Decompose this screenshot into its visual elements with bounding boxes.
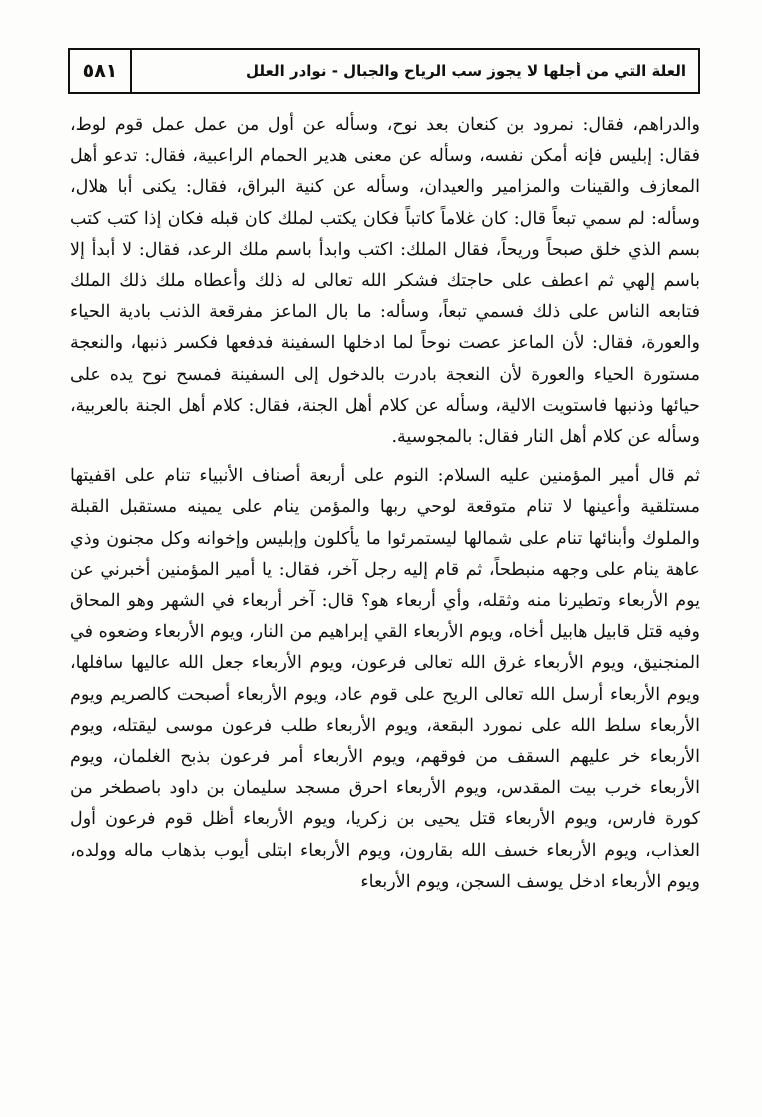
running-title: العلة التي من أجلها لا يجوز سب الرياح والجبال - نوادر العلل — [245, 62, 686, 80]
paragraph-2: ثم قال أمير المؤمنين عليه السلام: النوم على أربعة أصناف الأنبياء تنام على اقفيتها مستلقية وأعينها لا تنام متوقعة لوحي ربها والمؤمن ينام على يمينه مستقبل القبلة والملوك وأبنائها تنام على شمالها ليستمرئوا ما يأكلون وإبليس وإخوانه وكل مجنون وذي عاهة ينام على وجهه منبطحاً، ثم قام إليه رجل آخر، فقال: يا أمير المؤمنين أخبرني عن يوم الأربعاء وتطيرنا منه وثقله، وأي أربعاء هو؟ قال: آخر أربعاء في الشهر وهو المحاق وفيه قتل قابيل هابيل أخاه، ويوم الأربعاء القي إبراهيم من النار، ويوم الأربعاء وضعوه في المنجنيق، ويوم الأربعاء غرق الله تعالى فرعون، ويوم الأربعاء جعل الله عاليها سافلها، ويوم الأربعاء أرسل الله تعالى الريح على قوم عاد، ويوم الأربعاء أصبحت كالصريم ويوم الأربعاء سلط الله على نمورد البقعة، ويوم الأربعاء طلب فرعون موسى ليقتله، ويوم الأربعاء خر عليهم السقف من فوقهم، ويوم الأربعاء أمر فرعون بذبح الغلمان، ويوم الأربعاء خرب بيت المقدس، ويوم الأربعاء احرق مسجد سليمان بن داود باصطخر من كورة فارس، ويوم الأربعاء قتل يحيى بن زكريا، ويوم الأربعاء أظل قوم فرعون أول العذاب، ويوم الأربعاء خسف الله بقارون، ويوم الأربعاء ابتلى أيوب بذهاب ماله وولده، ويوم الأربعاء ادخل يوسف السجن، ويوم الأربعاء — [70, 466, 700, 892]
body-text — [70, 110, 700, 898]
page-number: ٥٨١ — [70, 50, 132, 92]
page-header — [68, 48, 700, 94]
paragraph-1: والدراهم، فقال: نمرود بن كنعان بعد نوح، وسأله عن أول من عمل عمل قوم لوط، فقال: إبليس فإنه أمكن نفسه، وسأله عن معنى هدير الحمام الراعبية، فقال: تدعو أهل المعازف والقينات والمزامير والعيدان، وسأله عن كنية البراق، فقال: يكنى أبا هلال، وسأله: لم سمي تبعاً قال: كان غلاماً كاتباً فكان يكتب لملك كان قبله فكان إذا كتب كتب بسم الذي خلق صبحاً وريحاً، فقال الملك: اكتب وابدأ باسم ملك الرعد، فقال: لا أبدأ إلا باسم إلهي ثم اعطف على حاجتك فشكر الله تعالى له ذلك وأعطاه ملك ذلك الملك فتابعه الناس على ذلك فسمي تبعاً، وسأله: ما بال الماعز مفرقعة الذنب بادية الحياء والعورة، فقال: لأن الماعز عصت نوحاً لما ادخلها السفينة فدفعها فكسر ذنبها، والنعجة مستورة الحياء والعورة لأن النعجة بادرت بالدخول إلى السفينة فمسح نوح يده على حيائها وذنبها فاستويت الالية، وسأله عن كلام أهل الجنة، فقال: كلام أهل الجنة بالعربية، وسأله عن كلام أهل النار فقال: بالمجوسية. — [70, 115, 700, 448]
